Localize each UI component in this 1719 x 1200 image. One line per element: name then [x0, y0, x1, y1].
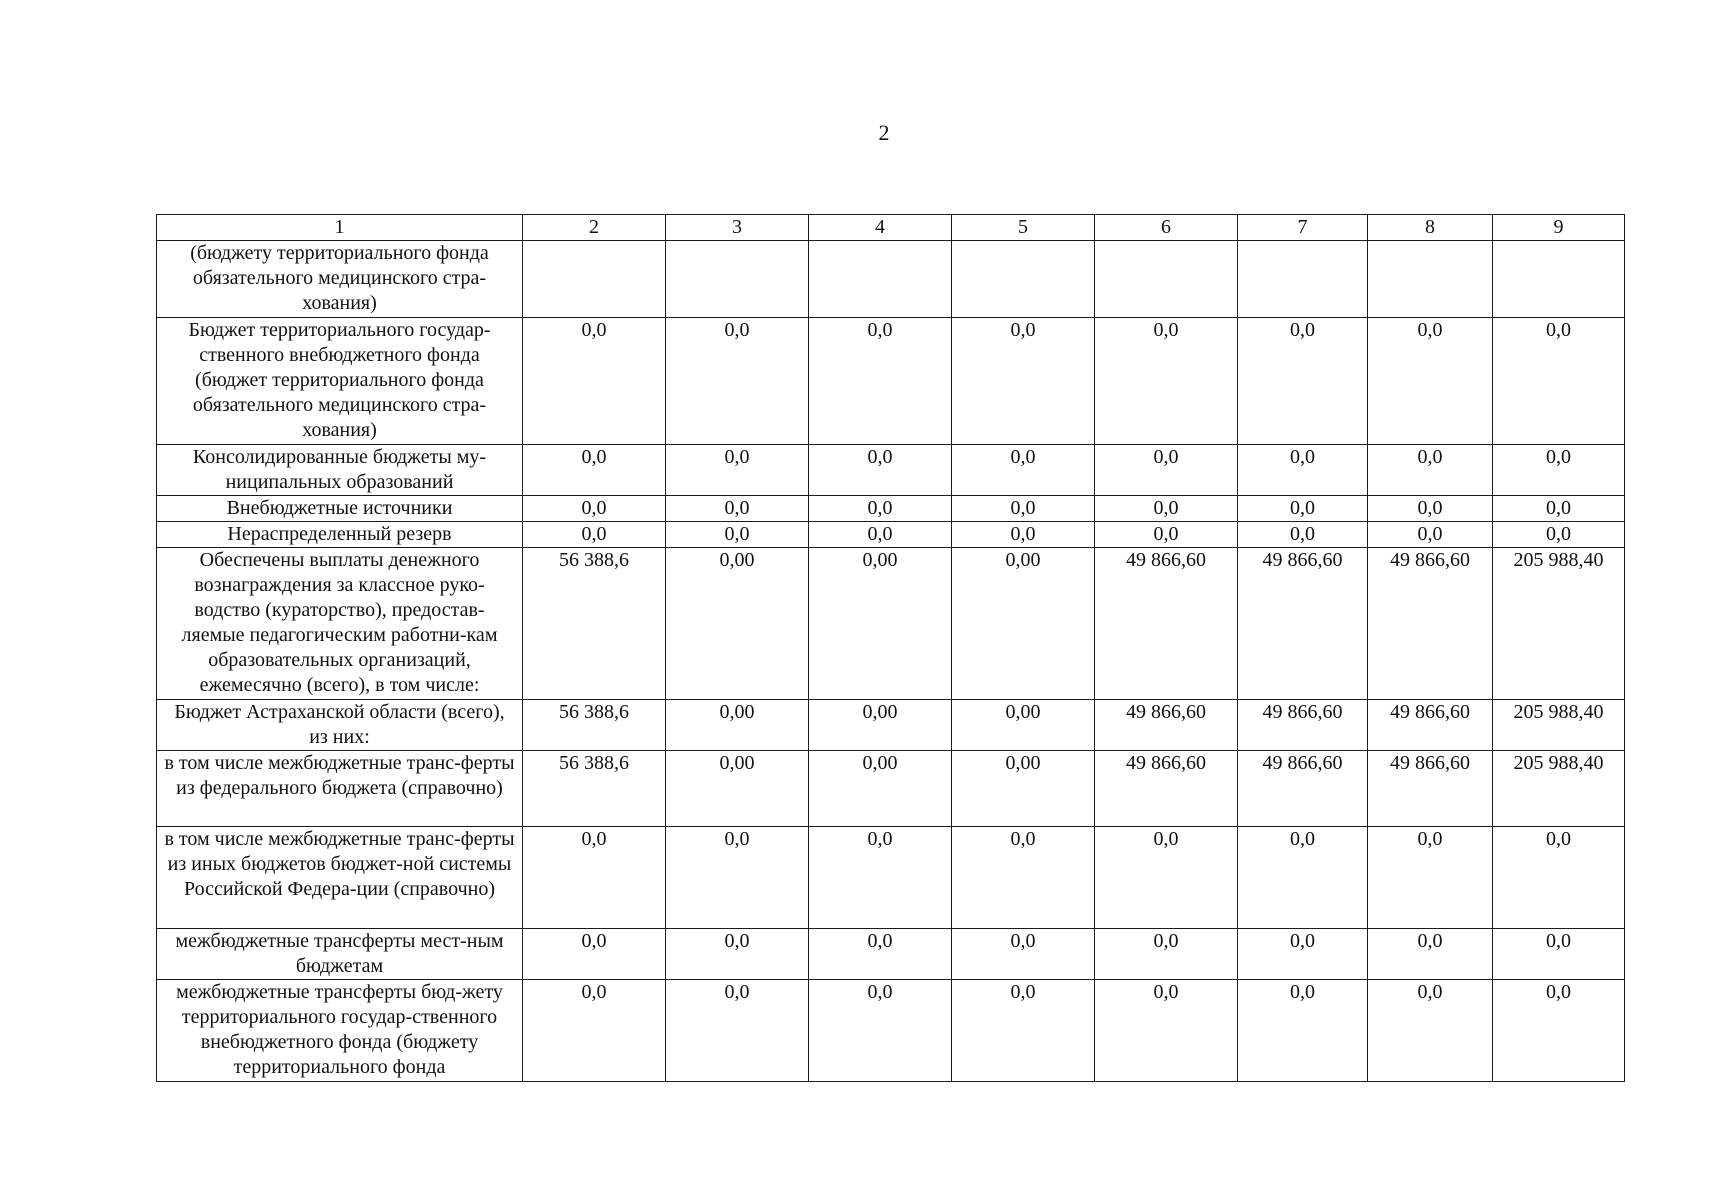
table-cell: 49 866,60	[1238, 700, 1368, 751]
table-cell: 0,0	[1368, 929, 1493, 980]
column-header: 8	[1368, 215, 1493, 241]
table-cell: 0,0	[523, 318, 666, 445]
table-cell: 0,0	[1493, 445, 1625, 496]
table-cell: 0,0	[1238, 929, 1368, 980]
table-cell	[1493, 241, 1625, 318]
table-cell: 0,0	[809, 980, 952, 1082]
table-cell: 49 866,60	[1238, 751, 1368, 827]
column-header: 2	[523, 215, 666, 241]
table-cell: 0,0	[1238, 318, 1368, 445]
table-cell: 0,0	[1493, 318, 1625, 445]
table-cell: 0,0	[523, 496, 666, 522]
table-cell	[1095, 241, 1238, 318]
column-header: 5	[952, 215, 1095, 241]
table-cell: 0,00	[666, 548, 809, 700]
table-cell: 0,0	[1095, 445, 1238, 496]
table-cell: 0,0	[952, 827, 1095, 929]
table-row	[157, 445, 1625, 496]
table-cell: 205 988,40	[1493, 700, 1625, 751]
row-label: Нераспределенный резерв	[157, 522, 523, 548]
row-label: Обеспечены выплаты денежного вознаграждения за классное руко-водство (кураторство), предостав-ляемые педагогическим работни-кам образовательных организаций, ежемесячно (всего), в том числе:	[157, 548, 523, 700]
table-cell: 0,0	[952, 980, 1095, 1082]
table-cell: 0,0	[523, 929, 666, 980]
table-cell: 0,00	[666, 700, 809, 751]
table-row	[157, 700, 1625, 751]
table-cell: 0,00	[809, 751, 952, 827]
row-label: (бюджету территориального фонда обязательного медицинского стра-хования)	[157, 241, 523, 318]
table-cell: 0,0	[952, 445, 1095, 496]
table-cell: 0,0	[666, 522, 809, 548]
row-label: Бюджет Астраханской области (всего), из них:	[157, 700, 523, 751]
table-cell: 49 866,60	[1238, 548, 1368, 700]
table-row	[157, 522, 1625, 548]
table-row	[157, 548, 1625, 700]
table-cell: 0,0	[666, 496, 809, 522]
table-cell: 0,0	[1368, 318, 1493, 445]
table-cell: 0,0	[1238, 827, 1368, 929]
table-row	[157, 751, 1625, 827]
table-cell: 0,00	[809, 700, 952, 751]
table-cell: 0,0	[523, 445, 666, 496]
table-cell: 0,0	[1095, 318, 1238, 445]
table-cell: 0,0	[1368, 522, 1493, 548]
table-row	[157, 496, 1625, 522]
table-cell: 0,0	[1493, 980, 1625, 1082]
row-label: в том числе межбюджетные транс-ферты из федерального бюджета (справочно)	[157, 751, 523, 827]
table-cell: 0,0	[666, 445, 809, 496]
table-cell: 0,0	[1238, 980, 1368, 1082]
table-cell: 0,0	[952, 929, 1095, 980]
table-cell: 49 866,60	[1095, 700, 1238, 751]
table-cell: 0,00	[666, 751, 809, 827]
table-cell: 205 988,40	[1493, 751, 1625, 827]
budget-table	[156, 214, 1625, 1082]
row-label: Консолидированные бюджеты му-ниципальных образований	[157, 445, 523, 496]
row-label: в том числе межбюджетные транс-ферты из иных бюджетов бюджет-ной системы Российской Федера-ции (справочно)	[157, 827, 523, 929]
table-cell: 0,0	[666, 318, 809, 445]
table-cell: 0,0	[523, 980, 666, 1082]
table-cell: 0,0	[809, 496, 952, 522]
column-header: 9	[1493, 215, 1625, 241]
table-row	[157, 241, 1625, 318]
row-label: межбюджетные трансферты мест-ным бюджетам	[157, 929, 523, 980]
table-cell: 49 866,60	[1368, 751, 1493, 827]
table-cell: 0,0	[1493, 496, 1625, 522]
table-cell: 0,0	[523, 827, 666, 929]
table-cell: 56 388,6	[523, 548, 666, 700]
table-cell: 0,0	[1493, 827, 1625, 929]
table-cell: 0,0	[1095, 496, 1238, 522]
column-header: 4	[809, 215, 952, 241]
table-cell: 0,0	[1238, 496, 1368, 522]
table-cell: 0,0	[666, 929, 809, 980]
table-cell: 205 988,40	[1493, 548, 1625, 700]
column-header: 1	[157, 215, 523, 241]
table-cell: 0,00	[952, 751, 1095, 827]
table-cell: 0,0	[952, 522, 1095, 548]
table-cell: 0,0	[1095, 980, 1238, 1082]
column-header: 3	[666, 215, 809, 241]
table-cell: 0,0	[1493, 522, 1625, 548]
table-cell: 0,00	[952, 548, 1095, 700]
table-cell: 0,0	[809, 445, 952, 496]
table-cell: 0,0	[1368, 496, 1493, 522]
table-cell: 0,0	[952, 496, 1095, 522]
table-row	[157, 980, 1625, 1082]
table-row	[157, 929, 1625, 980]
table-cell: 49 866,60	[1368, 700, 1493, 751]
table-cell: 0,0	[1095, 929, 1238, 980]
table-cell: 0,0	[809, 827, 952, 929]
table-cell: 0,0	[1368, 827, 1493, 929]
table-cell: 0,0	[809, 522, 952, 548]
table-cell: 56 388,6	[523, 751, 666, 827]
table-cell: 0,0	[809, 929, 952, 980]
column-header: 6	[1095, 215, 1238, 241]
table-cell	[523, 241, 666, 318]
table-cell: 0,0	[1368, 980, 1493, 1082]
table-cell: 0,0	[1493, 929, 1625, 980]
table-cell	[809, 241, 952, 318]
row-label: Внебюджетные источники	[157, 496, 523, 522]
table-cell: 49 866,60	[1095, 548, 1238, 700]
table-cell: 0,00	[952, 700, 1095, 751]
table-cell: 0,00	[809, 548, 952, 700]
header-row	[157, 215, 1625, 241]
table-cell	[1368, 241, 1493, 318]
table-cell: 0,0	[1238, 522, 1368, 548]
table-cell: 0,0	[809, 318, 952, 445]
table-cell	[1238, 241, 1368, 318]
table-cell: 0,0	[1238, 445, 1368, 496]
row-label: Бюджет территориального государ-ственного внебюджетного фонда (бюджет территориального фонда обязательного медицинского стра-хования)	[157, 318, 523, 445]
table-cell: 49 866,60	[1095, 751, 1238, 827]
table-cell	[666, 241, 809, 318]
page-number: 2	[878, 120, 890, 145]
table-cell: 0,0	[1368, 445, 1493, 496]
table-row	[157, 318, 1625, 445]
table-cell: 56 388,6	[523, 700, 666, 751]
table-cell: 0,0	[666, 980, 809, 1082]
table-cell: 0,0	[1095, 522, 1238, 548]
table-cell	[952, 241, 1095, 318]
column-header: 7	[1238, 215, 1368, 241]
table-cell: 0,0	[1095, 827, 1238, 929]
table-cell: 49 866,60	[1368, 548, 1493, 700]
table-row	[157, 827, 1625, 929]
row-label: межбюджетные трансферты бюд-жету территориального государ-ственного внебюджетного фонда (бюджету территориального фонда	[157, 980, 523, 1082]
table-cell: 0,0	[952, 318, 1095, 445]
table-cell: 0,0	[523, 522, 666, 548]
table-cell: 0,0	[666, 827, 809, 929]
